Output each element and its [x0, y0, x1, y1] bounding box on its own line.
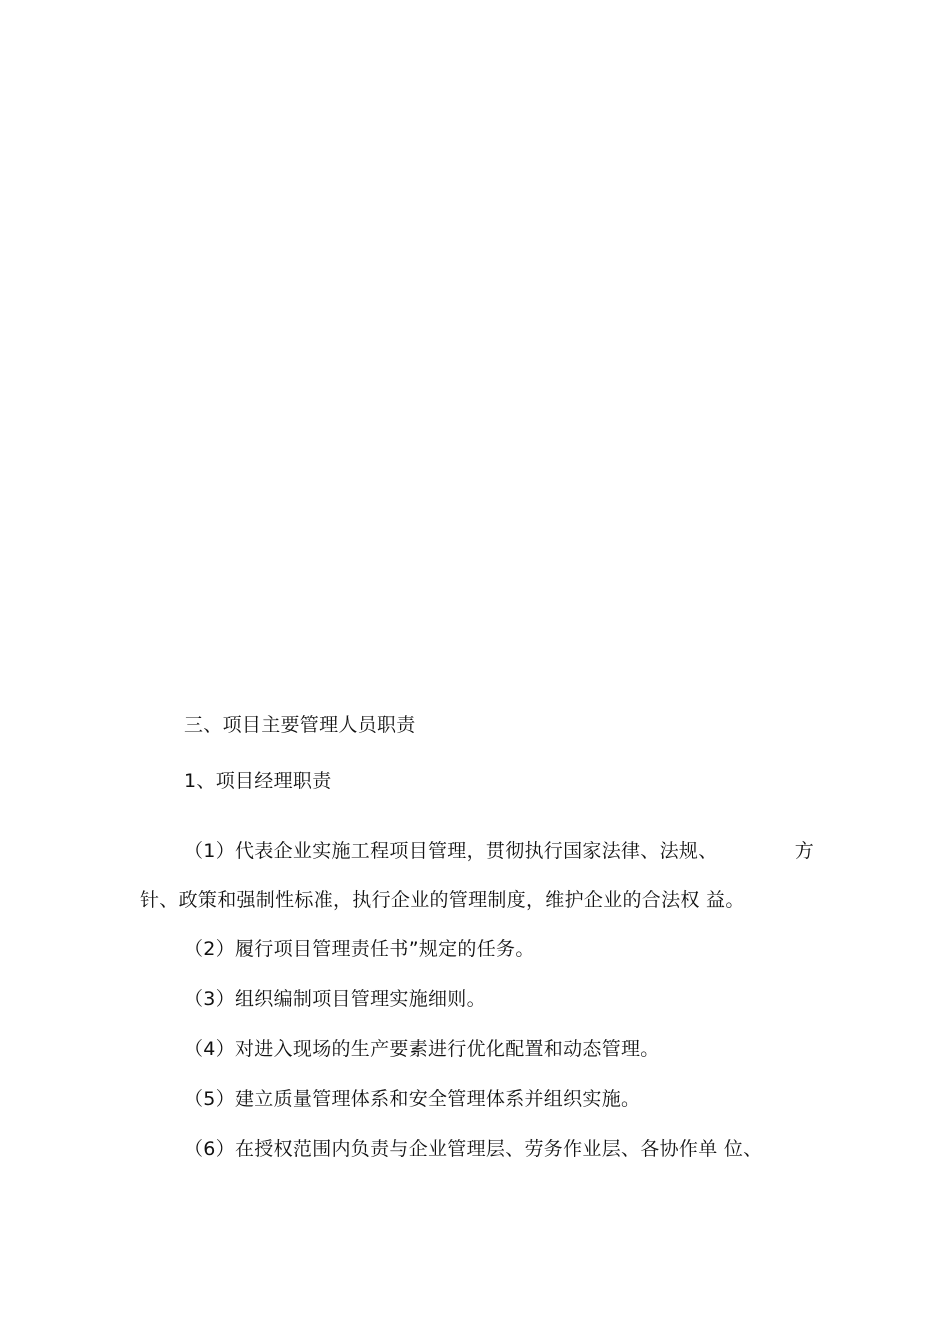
section-heading: 三、项目主要管理人员职责 [184, 714, 416, 736]
paragraph-item-4: （4）对进入现场的生产要素进行优化配置和动态管理。 [184, 1038, 660, 1060]
paragraph-item-6: （6）在授权范围内负责与企业管理层、劳务作业层、各协作单 位、 [184, 1138, 763, 1160]
paragraph-item-1-tail: 方 [794, 840, 814, 862]
subsection-heading: 1、项目经理职责 [184, 770, 332, 792]
paragraph-item-2: （2）履行项目管理责任书”规定的任务。 [184, 938, 535, 960]
paragraph-item-1-line-2: 针、政策和强制性标准，执行企业的管理制度，维护企业的合法权 益。 [140, 889, 745, 911]
paragraph-item-1-line-1 [184, 839, 814, 863]
paragraph-item-1-text: （1）代表企业实施工程项目管理，贯彻执行国家法律、法规、 [184, 840, 718, 862]
paragraph-item-3: （3）组织编制项目管理实施细则。 [184, 988, 486, 1010]
paragraph-item-5: （5）建立质量管理体系和安全管理体系并组织实施。 [184, 1088, 641, 1110]
